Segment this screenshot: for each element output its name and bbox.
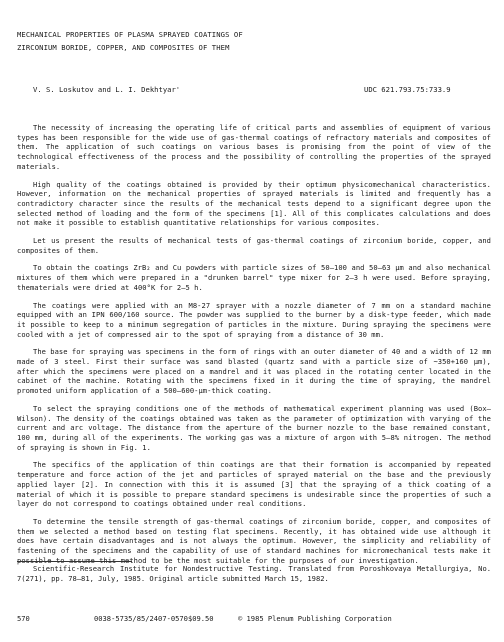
paragraph: High quality of the coatings obtained is provided by their optimum physicomechanical characteristics. However, information on the mechanical properties of sprayed materials is limited and frequently has a contradictory character since the results of the mechanical tests depend to a significant degree upon the selected method of loading and the form of the specimens [1]. All of this complicates calculations and does not make it possible to establish quantitative relationships for various composites. xyxy=(17,179,491,228)
page-number: 570 xyxy=(17,614,30,623)
article-code: 0038-5735/85/2407-0570$09.50 xyxy=(94,614,214,623)
title-line-1: MECHANICAL PROPERTIES OF PLASMA SPRAYED COATINGS OF xyxy=(17,30,243,39)
article-body xyxy=(17,123,491,573)
footnote: Scientific-Research Institute for Nondestructive Testing. Translated from Poroshkovaya Metallurgiya, No. 7(271), pp. 78–81, July, 1985. Original article submitted March 15, 1982. xyxy=(17,564,491,583)
paragraph: To determine the tensile strength of gas-thermal coatings of zirconium boride, copper, and composites of them we selected a method based on testing flat specimens. Recently, it has obtained wide use although it does have certain disadvantages and is not always the optimum. However, the simplicity and reliability of fastening of the specimens and the capability of use of standard machines for micromechanical tests make it possible to assume this method to be the most suitable for the purposes of our investigation. xyxy=(17,516,491,565)
paragraph: Let us present the results of mechanical tests of gas-thermal coatings of zirconium boride, copper, and composites of them. xyxy=(17,236,491,255)
paragraph: The coatings were applied with an M8-27 sprayer with a nozzle diameter of 7 mm on a standard machine equipped with an IPN 600/160 source. The powder was supplied to the burner by a disk-type feeder, which made it possible to keep to a minimum segregation of particles in the mixture. During spraying the specimens were cooled with a jet of compressed air to the spot of spraying from a distance of 30 mm. xyxy=(17,300,491,339)
article-title xyxy=(17,28,243,54)
title-line-2: ZIRCONIUM BORIDE, COPPER, AND COMPOSITES OF THEM xyxy=(17,43,230,52)
copyright: © 1985 Plenum Publishing Corporation xyxy=(238,614,392,623)
paragraph: To obtain the coatings ZrB₂ and Cu powders with particle sizes of 50–100 and 50–63 μm and also mechanical mixtures of them which were prepared in a "drunken barrel" type mixer for 2–3 h were used. Before spraying, thematerials were dried at 400°K for 2–5 h. xyxy=(17,263,491,292)
udc-code: UDC 621.793.75:733.9 xyxy=(364,85,451,94)
paragraph: The base for spraying was specimens in the form of rings with an outer diameter of 40 and a width of 12 mm made of 3 steel. First their surface was sand blasted (quartz sand with a particle size of ~350+160 μm), after which the specimens were placed on a mandrel and it was placed in the rotating center located in the cabinet of the machine. Rotating with the specimens fixed in it during the time of spraying, the mandrel promoted uniform application of a 500–600-μm-thick coating. xyxy=(17,347,492,396)
footnote-divider xyxy=(17,561,132,562)
authors: V. S. Loskutov and L. I. Dekhtyar' xyxy=(33,85,181,94)
paragraph: The specifics of the application of thin coatings are that their formation is accompanied by repeated temperature and force action of the jet and particles of sprayed material on the base and the previously applied layer [2]. In connection with this it is assumed [3] that the spraying of a thick coating of a material of which it is possible to prepare standard specimens is undesirable since the properties of such a layer do not correspond to coatings obtained under real conditions. xyxy=(17,460,491,509)
paragraph: The necessity of increasing the operating life of critical parts and assemblies of equipment of various types has been responsible for the wide use of gas-thermal coatings of refractory materials and composites of them. The application of such coatings on various bases is promising from the point of view of the technological effectiveness of the process and the possibility of controlling the properties of the sprayed materials. xyxy=(17,123,491,171)
paragraph: To select the spraying conditions one of the methods of mathematical experiment planning was used (Box–Wilson). The density of the coatings obtained was taken as the parameter of optimization with varying of the current and arc voltage. The distance from the aperture of the burner nozzle to the base remained constant, 100 mm, during all of the experiments. The working gas was a mixture of argon with 5–8% nitrogen. The method of spraying is shown in Fig. 1. xyxy=(17,403,491,452)
